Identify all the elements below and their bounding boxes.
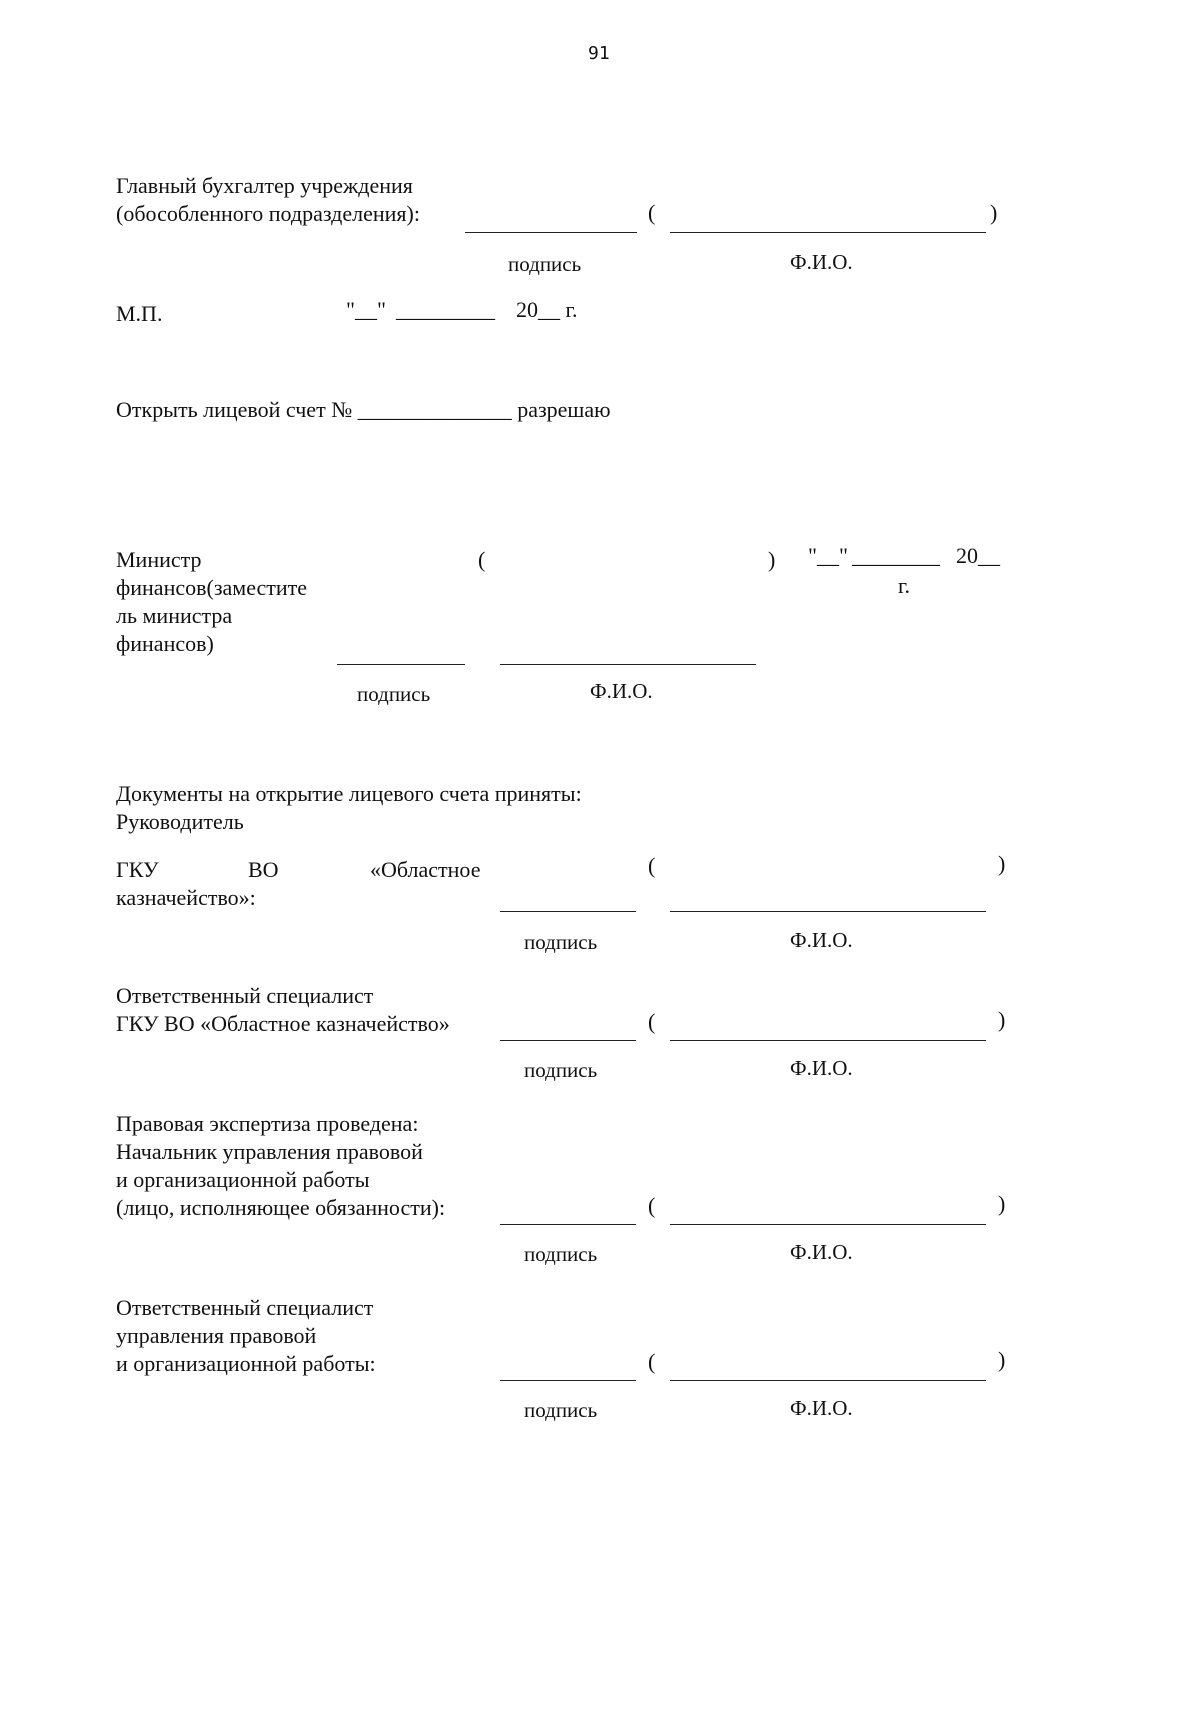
legal-review-fio-caption: Ф.И.О. (790, 1240, 853, 1264)
head-treasury-paren-close: ) (998, 851, 1006, 876)
stamp-date-month[interactable]: _________ (396, 297, 495, 322)
head-treasury-signature-caption: подпись (524, 930, 598, 954)
legal-specialist-fio-caption: Ф.И.О. (790, 1396, 853, 1420)
legal-review-paren-close: ) (998, 1191, 1006, 1216)
specialist-treasury-fio-caption: Ф.И.О. (790, 1056, 853, 1080)
chief-accountant-paren-close: ) (990, 200, 998, 225)
specialist-treasury-line2: ГКУ ВО «Областное казначейство» (116, 1011, 450, 1036)
legal-review-fio-line[interactable] (670, 1224, 986, 1225)
head-treasury-word3: «Областное (370, 857, 481, 882)
documents-accepted-heading: Документы на открытие лицевого счета приняты: (116, 781, 582, 806)
stamp-mp-label: М.П. (116, 301, 163, 326)
stamp-date-day[interactable]: "__" (346, 297, 386, 322)
legal-specialist-line1: Ответственный специалист (116, 1295, 374, 1320)
minister-title-line3: ль министра (116, 603, 233, 628)
legal-review-paren-open: ( (648, 1193, 656, 1218)
stamp-date-year[interactable]: 20__ г. (516, 297, 578, 322)
legal-specialist-paren-close: ) (998, 1347, 1006, 1372)
chief-accountant-title-line1: Главный бухгалтер учреждения (116, 173, 413, 198)
legal-specialist-paren-open: ( (648, 1349, 656, 1374)
legal-specialist-signature-caption: подпись (524, 1398, 598, 1422)
open-account-suffix: разрешаю (517, 397, 611, 422)
legal-review-signature-caption: подпись (524, 1242, 598, 1266)
specialist-treasury-signature-line[interactable] (500, 1040, 636, 1041)
page-number: 91 (588, 43, 610, 64)
minister-signature-caption: подпись (357, 682, 431, 706)
legal-review-line2: Начальник управления правовой (116, 1139, 423, 1164)
account-number-blank[interactable]: ______________ (357, 397, 512, 422)
chief-accountant-fio-caption: Ф.И.О. (790, 250, 853, 274)
head-treasury-word2: ВО (248, 857, 279, 882)
legal-review-line3: и организационной работы (116, 1167, 370, 1192)
minister-title-line2: финансов(заместите (116, 575, 308, 600)
minister-paren-open: ( (478, 547, 486, 572)
specialist-treasury-paren-close: ) (998, 1007, 1006, 1032)
minister-date-year-suffix: г. (898, 573, 911, 598)
minister-date-year[interactable]: 20__ (956, 543, 1000, 568)
legal-specialist-fio-line[interactable] (670, 1380, 986, 1381)
chief-accountant-title-line2: (обособленного подразделения): (116, 201, 420, 226)
minister-date-day[interactable]: "__" (808, 543, 848, 568)
head-treasury-paren-open: ( (648, 853, 656, 878)
head-treasury-fio-line[interactable] (670, 911, 986, 912)
minister-title-line4: финансов) (116, 631, 214, 656)
legal-review-line4: (лицо, исполняющее обязанности): (116, 1195, 446, 1220)
legal-specialist-line3: и организационной работы: (116, 1351, 376, 1376)
legal-specialist-signature-line[interactable] (500, 1380, 636, 1381)
minister-fio-line[interactable] (500, 664, 756, 665)
legal-review-signature-line[interactable] (500, 1224, 636, 1225)
chief-accountant-signature-line[interactable] (465, 232, 637, 233)
legal-specialist-line2: управления правовой (116, 1323, 317, 1348)
chief-accountant-paren-open: ( (648, 200, 656, 225)
open-account-row (116, 396, 611, 424)
specialist-treasury-signature-caption: подпись (524, 1058, 598, 1082)
minister-date-month[interactable]: ________ (852, 543, 940, 568)
head-treasury-signature-line[interactable] (500, 911, 636, 912)
chief-accountant-signature-caption: подпись (508, 252, 582, 276)
head-treasury-word1: ГКУ (116, 857, 159, 882)
minister-signature-line[interactable] (337, 664, 465, 665)
head-treasury-line2: казначейство»: (116, 885, 256, 910)
legal-review-line1: Правовая экспертиза проведена: (116, 1111, 419, 1136)
open-account-prefix: Открыть лицевой счет № (116, 397, 353, 422)
minister-fio-caption: Ф.И.О. (590, 679, 653, 703)
head-treasury-fio-caption: Ф.И.О. (790, 928, 853, 952)
minister-title-line1: Министр (116, 547, 202, 572)
specialist-treasury-line1: Ответственный специалист (116, 983, 374, 1008)
chief-accountant-fio-line[interactable] (670, 232, 986, 233)
specialist-treasury-paren-open: ( (648, 1009, 656, 1034)
minister-paren-close: ) (768, 547, 776, 572)
documents-accepted-head-label: Руководитель (116, 809, 244, 834)
specialist-treasury-fio-line[interactable] (670, 1040, 986, 1041)
